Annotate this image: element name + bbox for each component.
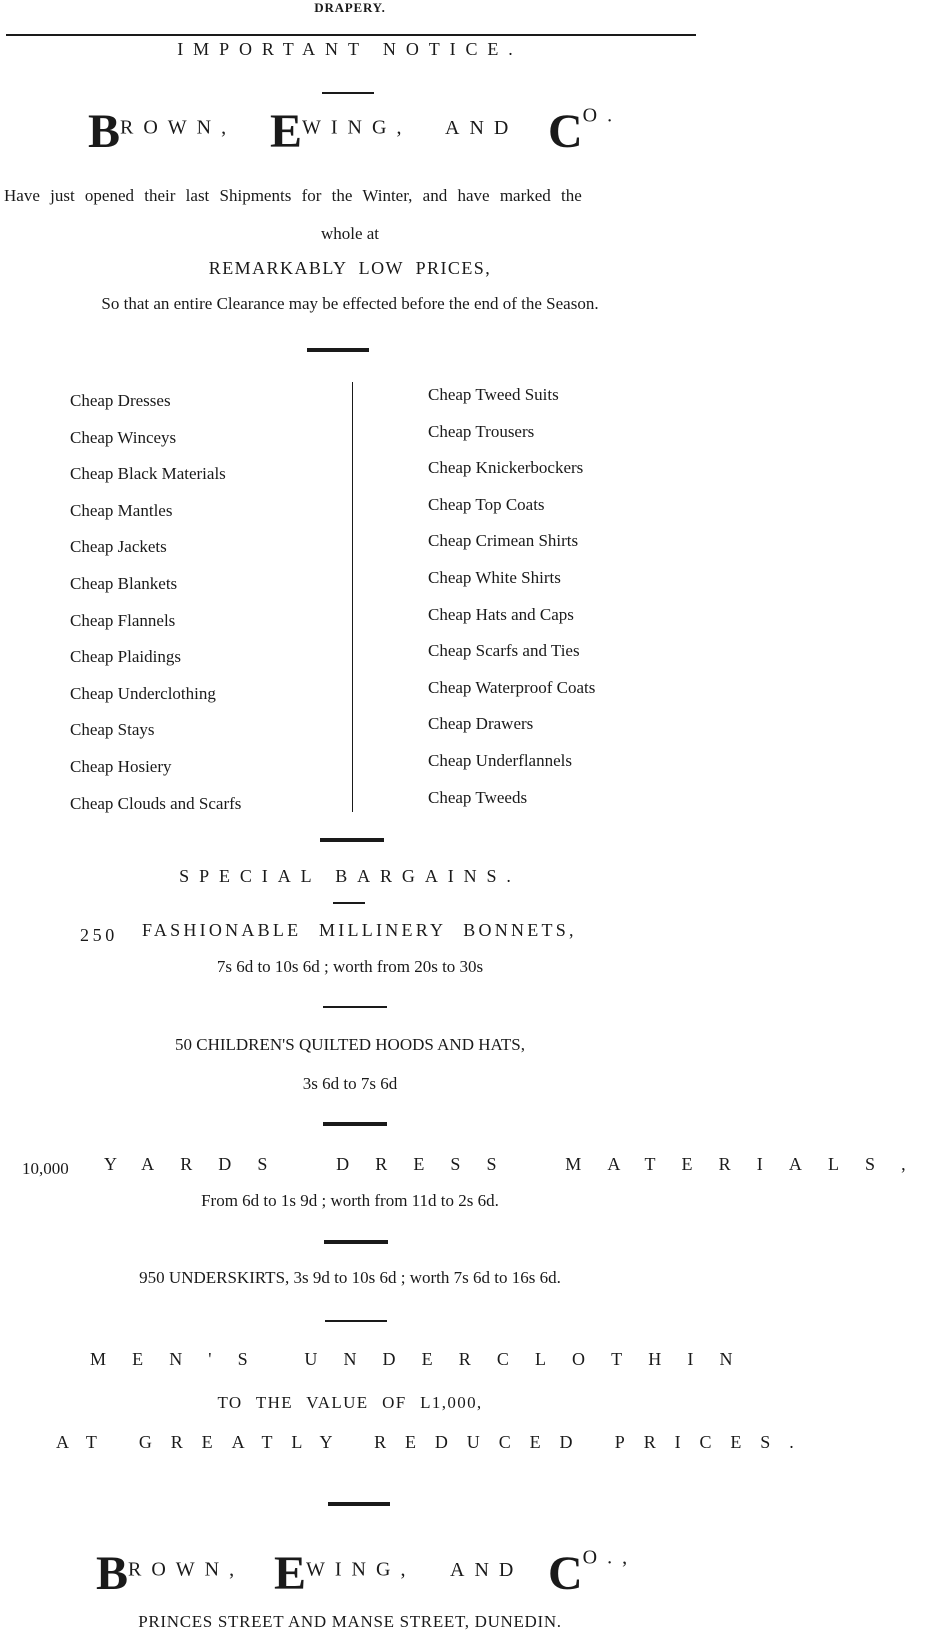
address-line: PRINCES STREET AND MANSE STREET, DUNEDIN. (138, 1612, 562, 1631)
hoods-heading: 50 CHILDREN'S QUILTED HOODS AND HATS, (174, 1035, 525, 1054)
goods-list-item: Cheap Waterproof Coats (428, 677, 596, 697)
firm-cap-b: B (88, 105, 121, 158)
goods-list-item: Cheap Top Coats (428, 494, 545, 514)
footer-cap-c: C (548, 1547, 583, 1600)
low-prices-headline: REMARKABLY LOW PRICES, (208, 258, 492, 278)
notice-title: IMPORTANT NOTICE. (177, 39, 523, 59)
goods-list-item: Cheap Knickerbockers (428, 458, 584, 478)
firm-cap-e: E (270, 105, 303, 158)
footer-cap-b: B (96, 1547, 129, 1600)
yards-price: From 6d to 1s 9d ; worth from 11d to 2s 6d. (201, 1191, 499, 1210)
firm-cap-c: C (548, 105, 583, 158)
goods-list-item: Cheap Flannels (70, 610, 176, 630)
intro-line-3: So that an entire Clearance may be effected before the end of the Season. (101, 294, 599, 313)
goods-list-item: Cheap Drawers (428, 714, 534, 734)
goods-list-item: Cheap Winceys (70, 427, 177, 447)
reduced-prices-heading: AT GREATLY REDUCED PRICES. (56, 1432, 813, 1452)
intro-line-1: Have just opened their last Shipments for the Winter, and have marked the (4, 186, 582, 205)
bonnets-quantity: 250 (80, 925, 118, 945)
goods-list-item: Cheap Hats and Caps (428, 604, 574, 624)
firm-name (88, 104, 236, 159)
goods-list-item: Cheap Clouds and Scarfs (70, 793, 242, 813)
footer-firm-co (548, 1546, 637, 1601)
goods-list-item: Cheap Black Materials (70, 464, 226, 484)
firm-word-rown: ROWN, (120, 116, 237, 139)
divider (320, 838, 384, 842)
divider (328, 1502, 390, 1506)
footer-word-and: AND (450, 1559, 524, 1581)
value-line: TO THE VALUE OF L1,000, (217, 1393, 483, 1412)
column-divider (352, 382, 353, 812)
underskirts-offer: 950 UNDERSKIRTS, 3s 9d to 10s 6d ; worth 7s 6d to 16s 6d. (139, 1268, 561, 1287)
header-rule (6, 34, 696, 36)
special-bargains-title: SPECIAL BARGAINS. (179, 866, 521, 886)
mens-underclothing-heading: MEN'S UNDERCLOTHIN (90, 1349, 759, 1369)
footer-firm-name (96, 1546, 244, 1601)
divider (325, 1320, 387, 1322)
goods-list-item: Cheap Hosiery (70, 757, 172, 776)
firm-name-co (548, 104, 622, 159)
goods-list-item: Cheap Dresses (70, 391, 171, 410)
hoods-price: 3s 6d to 7s 6d (302, 1074, 398, 1093)
divider (322, 92, 374, 94)
yards-quantity: 10,000 (22, 1159, 69, 1178)
goods-list-item: Cheap Crimean Shirts (428, 531, 579, 551)
yards-heading: YARDS DRESS MATERIALS, (104, 1154, 932, 1174)
divider (323, 1122, 387, 1126)
goods-list-item: Cheap White Shirts (428, 568, 561, 587)
bonnets-heading: FASHIONABLE MILLINERY BONNETS, (142, 920, 577, 940)
goods-list-item: Cheap Underclothing (70, 683, 216, 703)
divider (333, 902, 365, 904)
section-header: DRAPERY. (314, 0, 386, 15)
footer-word-o: O., (582, 1546, 638, 1569)
goods-list-item: Cheap Tweeds (428, 787, 528, 807)
footer-cap-e: E (274, 1547, 307, 1600)
divider (324, 1240, 388, 1244)
firm-name-ewing (270, 104, 411, 159)
goods-list-item: Cheap Tweed Suits (428, 385, 559, 404)
goods-list-item: Cheap Scarfs and Ties (428, 641, 580, 661)
goods-list-item: Cheap Mantles (70, 500, 173, 520)
firm-word-o: O. (582, 104, 623, 127)
footer-word-wing: WING, (306, 1558, 416, 1581)
firm-word-wing: WING, (302, 116, 412, 139)
divider (323, 1006, 387, 1008)
footer-word-rown: ROWN, (128, 1558, 245, 1581)
footer-firm-ewing (274, 1546, 415, 1601)
firm-word-and: AND (445, 117, 519, 139)
goods-list-item: Cheap Blankets (70, 574, 178, 593)
divider (307, 348, 369, 352)
goods-list-item: Cheap Underflannels (428, 751, 572, 770)
goods-list-item: Cheap Plaidings (70, 647, 181, 667)
intro-line-2: whole at (320, 224, 380, 243)
goods-list-item: Cheap Jackets (70, 537, 167, 557)
bonnets-price: 7s 6d to 10s 6d ; worth from 20s to 30s (216, 957, 484, 976)
goods-list-item: Cheap Trousers (428, 421, 535, 441)
goods-list-item: Cheap Stays (70, 720, 155, 740)
